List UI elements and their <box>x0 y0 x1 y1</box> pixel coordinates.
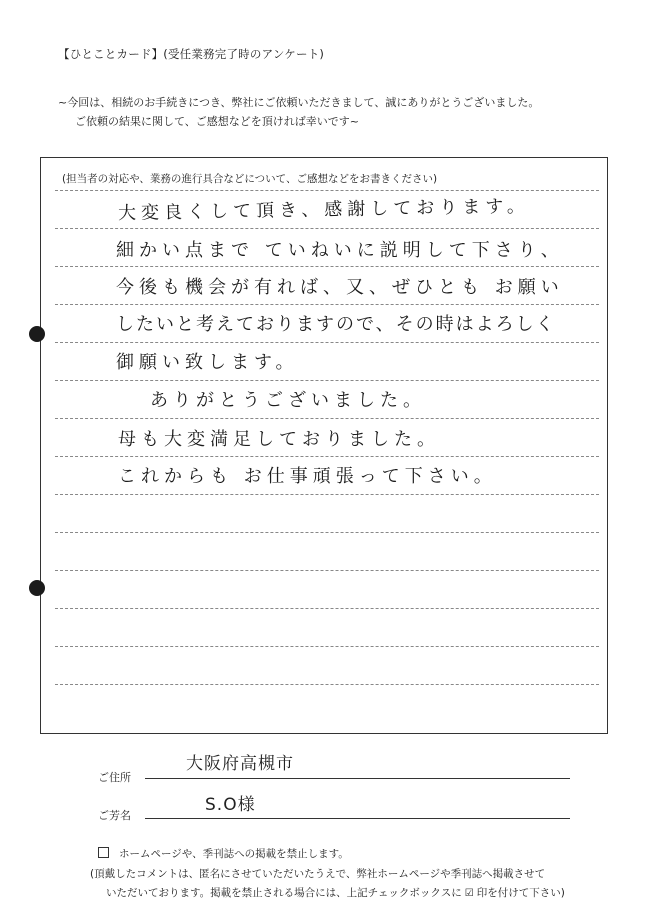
ruled-line <box>55 456 599 457</box>
address-underline <box>145 778 570 779</box>
handwritten-line-4: したいと考えておりますので、その時はよろしく <box>116 314 556 335</box>
punch-hole <box>29 326 45 342</box>
ruled-line <box>55 228 599 229</box>
handwritten-line-8: これからも お仕事頑張って下さい。 <box>118 466 497 487</box>
check-mark-icon: ☑ <box>464 888 474 899</box>
ruled-line <box>55 608 599 609</box>
intro-text-line-1: ~今回は、相続のお手続きにつき、弊社にご依頼いただきまして、誠にありがとうございました。 <box>58 96 540 109</box>
handwritten-line-3: 今後も機会が有れば、又、ぜひとも お願い <box>116 277 564 298</box>
ruled-line <box>55 646 599 647</box>
ruled-line <box>55 570 599 571</box>
ruled-line <box>55 266 599 267</box>
ruled-line <box>55 494 599 495</box>
name-underline <box>145 818 570 819</box>
note-line-2-text: いただいております。掲載を禁止される場合には、上記チェックボックスに <box>106 887 462 899</box>
ruled-line <box>55 532 599 533</box>
name-label: ご芳名 <box>98 809 131 822</box>
note-line-1: (頂戴したコメントは、匿名にさせていただいたうえで、弊社ホームページや季刊誌へ掲載させて <box>90 868 546 880</box>
handwritten-line-5: 御願い致します。 <box>116 352 299 373</box>
ruled-line <box>55 380 599 381</box>
ruled-line <box>55 342 599 343</box>
note-line-2 <box>106 885 565 900</box>
comment-instruction: (担当者の対応や、業務の進行具合などについて、ご感想などをお書きください) <box>62 173 438 185</box>
handwritten-line-2: 細かい点まで ていねいに説明して下さり、 <box>116 240 564 261</box>
handwritten-line-1: 大変良くして頂き、感謝しております。 <box>117 195 530 224</box>
punch-hole <box>29 580 45 596</box>
name-value: S.O様 <box>205 795 256 815</box>
ruled-line <box>55 190 599 191</box>
ruled-line <box>55 684 599 685</box>
ruled-line <box>55 304 599 305</box>
opt-out-label: ホームページや、季刊誌への掲載を禁止します。 <box>119 848 349 860</box>
address-value: 大阪府高槻市 <box>186 754 294 774</box>
handwritten-line-7: 母も大変満足しておりました。 <box>118 429 440 450</box>
address-label: ご住所 <box>98 771 131 784</box>
handwritten-line-6: ありがとうございました。 <box>150 390 426 411</box>
publication-opt-out <box>98 846 349 861</box>
ruled-line <box>55 418 599 419</box>
card-title: 【ひとことカード】(受任業務完了時のアンケート) <box>58 47 325 61</box>
opt-out-checkbox[interactable] <box>98 847 109 858</box>
note-line-2-end: 印を付けて下さい) <box>476 887 565 899</box>
intro-text-line-2: ご依頼の結果に関して、ご感想などを頂ければ幸いです~ <box>75 115 359 128</box>
